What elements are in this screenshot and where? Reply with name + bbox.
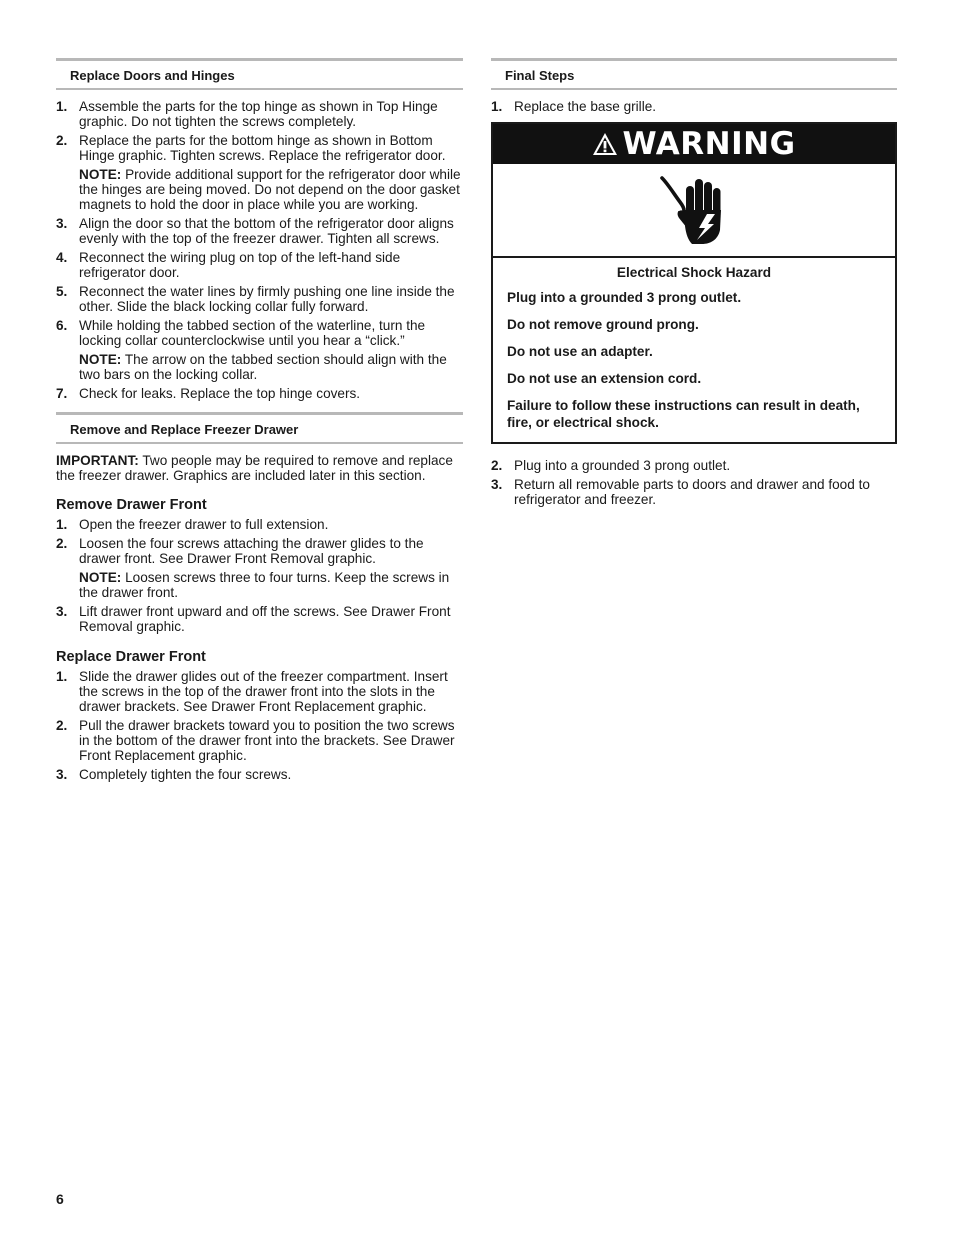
list-item: 5. Reconnect the water lines by firmly pushing one line inside the other. Slide the black locking collar fully forward.: [56, 284, 455, 314]
remove-drawer-steps: [56, 517, 463, 634]
note: NOTE: Loosen screws three to four turns. Keep the screws in the drawer front.: [79, 570, 450, 600]
section-header-freezer-drawer: Remove and Replace Freezer Drawer: [56, 412, 463, 444]
final-steps-rest: [491, 458, 897, 507]
warning-line: Do not use an adapter.: [507, 344, 653, 359]
subhead-replace-drawer-front: Replace Drawer Front: [56, 649, 206, 665]
replace-drawer-steps: [56, 669, 463, 782]
list-item: 2. Pull the drawer brackets toward you to position the two screws in the bottom of the drawer front into the brackets. See Drawer Front Replacement graphic.: [56, 718, 455, 763]
warning-line: Plug into a grounded 3 prong outlet.: [507, 290, 742, 305]
page-number: 6: [56, 1191, 64, 1207]
list-item: 3. Lift drawer front upward and off the screws. See Drawer Front Removal graphic.: [56, 604, 451, 634]
warning-line: Do not use an extension cord.: [507, 371, 702, 386]
list-item: 3. Return all removable parts to doors and drawer and food to refrigerator and freezer.: [491, 477, 870, 507]
warning-line: Failure to follow these instructions can result in death, fire, or electrical shock.: [507, 398, 860, 430]
hazard-title: Electrical Shock Hazard: [616, 265, 772, 280]
note: NOTE: The arrow on the tabbed section should align with the two bars on the locking collar.: [79, 352, 447, 382]
warning-banner: [493, 124, 895, 164]
final-steps-first: [491, 99, 897, 114]
list-item: 2. Plug into a grounded 3 prong outlet.: [491, 458, 731, 473]
warning-triangle-icon: [592, 132, 618, 156]
list-item: 7. Check for leaks. Replace the top hinge covers.: [56, 386, 361, 401]
list-item: 1. Replace the base grille.: [491, 99, 657, 114]
section-header-final-steps: Final Steps: [491, 58, 897, 90]
list-item: 6. While holding the tabbed section of the waterline, turn the locking collar counterclockwise until you hear a “click.” NOTE: The arrow on the tabbed section should align with the two bars on the locking collar.: [56, 318, 463, 382]
list-item: 3. Align the door so that the bottom of the refrigerator door aligns evenly with the top of the freezer drawer. Tighten all screws.: [56, 216, 454, 246]
warning-icon-area: [493, 164, 895, 258]
list-item: 2. Loosen the four screws attaching the drawer glides to the drawer front. See Drawer Front Removal graphic. NOTE: Loosen screws three to four turns. Keep the screws in the drawer front.: [56, 536, 463, 600]
left-column: [56, 58, 463, 786]
list-item: 1. Open the freezer drawer to full extension.: [56, 517, 329, 532]
list-item: 2. Replace the parts for the bottom hinge as shown in Bottom Hinge graphic. Tighten screws. Replace the refrigerator door. NOTE: Provide additional support for the refrigerator door while the hinges are being moved. Do not depend on the door gasket magnets to hold the door in place while you are working.: [56, 133, 463, 212]
replace-doors-steps: [56, 99, 463, 401]
subhead-remove-drawer-front: Remove Drawer Front: [56, 497, 207, 513]
warning-text: [493, 258, 895, 442]
list-item: 4. Reconnect the wiring plug on top of the left-hand side refrigerator door.: [56, 250, 401, 280]
list-item: 3. Completely tighten the four screws.: [56, 767, 292, 782]
right-column: [491, 58, 897, 511]
list-item: 1. Assemble the parts for the top hinge as shown in Top Hinge graphic. Do not tighten the screws completely.: [56, 99, 438, 129]
important-note: IMPORTANT: Two people may be required to remove and replace the freezer drawer. Graphics are included later in this section.: [56, 453, 453, 483]
list-item: 1. Slide the drawer glides out of the freezer compartment. Insert the screws in the top of the drawer front into the slots in the drawer brackets. See Drawer Front Replacement graphic.: [56, 669, 448, 714]
section-header-replace-doors: Replace Doors and Hinges: [56, 58, 463, 90]
electric-shock-hand-icon: [658, 172, 730, 248]
warning-banner-label: WARNING: [622, 125, 796, 162]
note: NOTE: Provide additional support for the refrigerator door while the hinges are being moved. Do not depend on the door gasket magnets to hold the door in place while you are working.: [79, 167, 461, 212]
warning-line: Do not remove ground prong.: [507, 317, 699, 332]
warning-box: [491, 122, 897, 444]
